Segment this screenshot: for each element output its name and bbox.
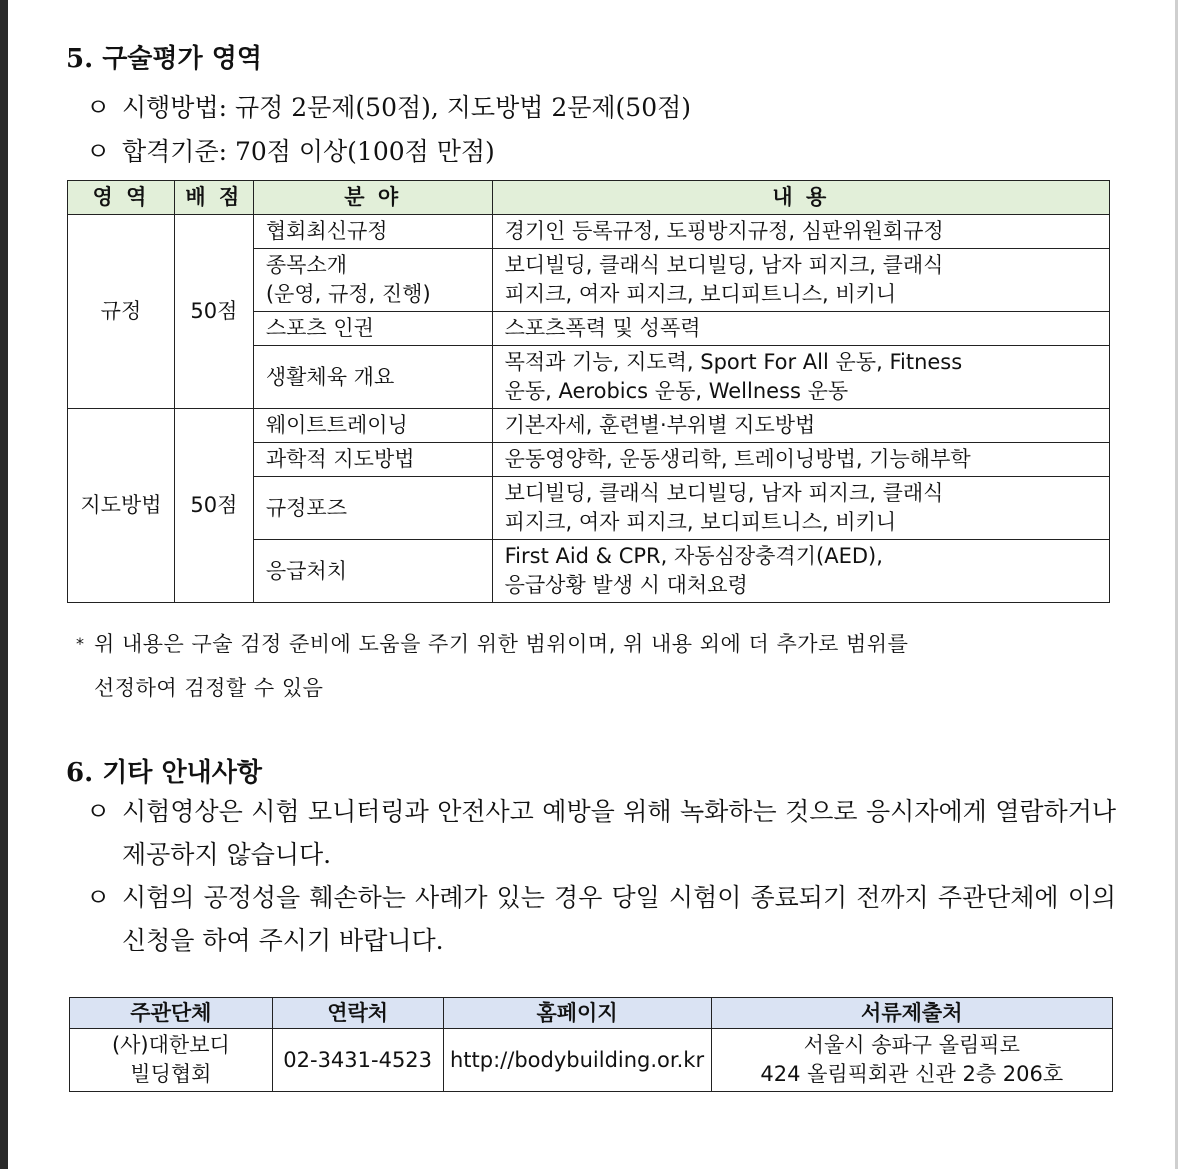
bullet-mark: ㅇ: [86, 93, 111, 122]
field-cell: [253, 215, 492, 249]
homepage-link[interactable]: http://bodybuilding.or.kr: [443, 1029, 711, 1092]
table-footnote: [76, 622, 1116, 710]
content-line: First Aid & CPR, 자동심장충격기(AED),: [504, 544, 883, 568]
footnote-line: 선정하여 검정할 수 있음: [94, 676, 324, 700]
address-line: 424 올림픽회관 신관 2층 206호: [760, 1062, 1064, 1086]
content-cell: [492, 409, 1109, 443]
content-line: 응급상황 발생 시 대처요령: [504, 573, 748, 597]
header-submission: 서류제출처: [711, 998, 1112, 1029]
bullet-mark: ㅇ: [86, 137, 111, 166]
address-cell: [711, 1029, 1112, 1092]
recording-notice-bullet: [86, 790, 1116, 876]
organizer-line: (사)대한보디: [111, 1033, 230, 1057]
content-line: 운동, Aerobics 운동, Wellness 운동: [504, 379, 849, 403]
table-header-row: [70, 998, 1113, 1029]
field-line: 규정포즈: [265, 495, 347, 520]
content-cell: [492, 346, 1109, 409]
viewer-left-edge: [0, 0, 8, 1169]
content-cell: [492, 477, 1109, 540]
exam-method-bullet: [86, 88, 691, 124]
field-line: (운영, 규정, 진행): [265, 282, 431, 306]
content-cell: [492, 443, 1109, 477]
table-row: [70, 1029, 1113, 1092]
header-phone: 연락처: [272, 998, 443, 1029]
header-content: 내 용: [492, 181, 1109, 215]
table-header-row: [68, 181, 1110, 215]
objection-notice-bullet: [86, 876, 1116, 962]
score-cell: 50점: [174, 215, 253, 409]
bullet-mark: ㅇ: [86, 883, 111, 912]
field-line: 생활체육 개요: [265, 364, 395, 389]
bullet-text: 시험의 공정성을 훼손하는 사례가 있는 경우 당일 시험이 종료되기 전까지 주관단체에 이의신청을 하여 주시기 바랍니다.: [122, 883, 1116, 955]
content-cell: [492, 312, 1109, 346]
field-cell: [253, 540, 492, 603]
field-line: 협회최신규정: [265, 219, 388, 243]
area-cell: 지도방법: [68, 409, 175, 603]
content-cell: [492, 540, 1109, 603]
content-line: 피지크, 여자 피지크, 보디피트니스, 비키니: [504, 282, 897, 306]
bullet-mark: ㅇ: [86, 797, 111, 826]
header-field: 분 야: [253, 181, 492, 215]
content-cell: [492, 215, 1109, 249]
organizer-cell: [70, 1029, 273, 1092]
content-line: 보디빌딩, 클래식 보디빌딩, 남자 피지크, 클래식: [504, 253, 944, 277]
header-area: 영 역: [68, 181, 175, 215]
field-cell: [253, 249, 492, 312]
table-row: [68, 409, 1110, 443]
content-line: 운동영양학, 운동생리학, 트레이닝방법, 기능해부학: [504, 447, 971, 471]
field-line: 종목소개: [265, 253, 347, 277]
bullet-text: 시행방법: 규정 2문제(50점), 지도방법 2문제(50점): [122, 93, 692, 122]
field-line: 응급처치: [265, 558, 347, 583]
content-line: 보디빌딩, 클래식 보디빌딩, 남자 피지크, 클래식: [504, 481, 944, 505]
contact-table: [69, 997, 1113, 1092]
content-line: 스포츠폭력 및 성폭력: [504, 316, 701, 340]
section-6-heading: 6. 기타 안내사항: [66, 758, 262, 788]
table-row: [68, 215, 1110, 249]
footnote-star: *: [76, 634, 85, 653]
phone-cell: 02-3431-4523: [272, 1029, 443, 1092]
field-cell: [253, 443, 492, 477]
area-cell: 규정: [68, 215, 175, 409]
exam-area-table: [67, 180, 1110, 603]
content-line: 기본자세, 훈련별·부위별 지도방법: [504, 413, 816, 437]
field-cell: [253, 346, 492, 409]
header-homepage: 홈페이지: [443, 998, 711, 1029]
field-line: 웨이트트레이닝: [265, 413, 408, 437]
field-cell: [253, 409, 492, 443]
section-5-heading: 5. 구술평가 영역: [66, 44, 262, 74]
content-cell: [492, 249, 1109, 312]
header-score: 배 점: [174, 181, 253, 215]
score-cell: 50점: [174, 409, 253, 603]
content-line: 경기인 등록규정, 도핑방지규정, 심판위원회규정: [504, 219, 944, 243]
content-line: 피지크, 여자 피지크, 보디피트니스, 비키니: [504, 510, 897, 534]
address-line: 서울시 송파구 올림픽로: [803, 1033, 1020, 1057]
organizer-line: 빌딩협회: [130, 1062, 212, 1086]
footnote-line: 위 내용은 구술 검정 준비에 도움을 주기 위한 범위이며, 위 내용 외에 더 추가로 범위를: [94, 632, 909, 656]
bullet-text: 시험영상은 시험 모니터링과 안전사고 예방을 위해 녹화하는 것으로 응시자에게 열람하거나 제공하지 않습니다.: [122, 797, 1116, 869]
field-cell: [253, 477, 492, 540]
pass-criteria-bullet: [86, 132, 495, 168]
field-line: 스포츠 인권: [265, 316, 374, 340]
bullet-text: 합격기준: 70점 이상(100점 만점): [122, 137, 495, 166]
content-line: 목적과 기능, 지도력, Sport For All 운동, Fitness: [504, 350, 963, 374]
field-cell: [253, 312, 492, 346]
header-organizer: 주관단체: [70, 998, 273, 1029]
field-line: 과학적 지도방법: [265, 447, 415, 471]
